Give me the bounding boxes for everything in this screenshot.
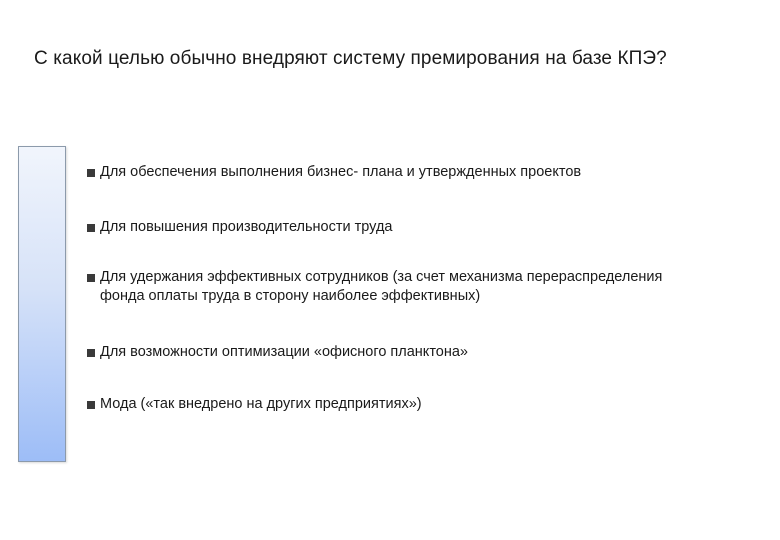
list-item [86, 343, 468, 362]
accent-bar [18, 146, 66, 462]
square-bullet-icon [87, 401, 95, 409]
bullet-text: Для повышения производительности труда [100, 219, 393, 235]
list-item [86, 395, 422, 414]
square-bullet-icon [87, 169, 95, 177]
square-bullet-icon [87, 274, 95, 282]
list-item [86, 218, 392, 237]
square-bullet-icon [87, 224, 95, 232]
bullet-text: Для обеспечения выполнения бизнес- плана и утвержденных проектов [100, 164, 582, 180]
list-item [86, 268, 700, 306]
square-bullet-icon [87, 349, 95, 357]
list-item [86, 163, 581, 182]
bullet-text: Для возможности оптимизации «офисного планктона» [100, 344, 468, 360]
slide-title: С какой целью обычно внедряют систему премирования на базе КПЭ? [34, 48, 667, 69]
bullet-text: Мода («так внедрено на других предприятиях») [100, 396, 422, 412]
bullet-text: Для удержания эффективных сотрудников (за счет механизма перераспределения фонда оплаты труда в сторону наиболее эффективных) [100, 269, 663, 304]
